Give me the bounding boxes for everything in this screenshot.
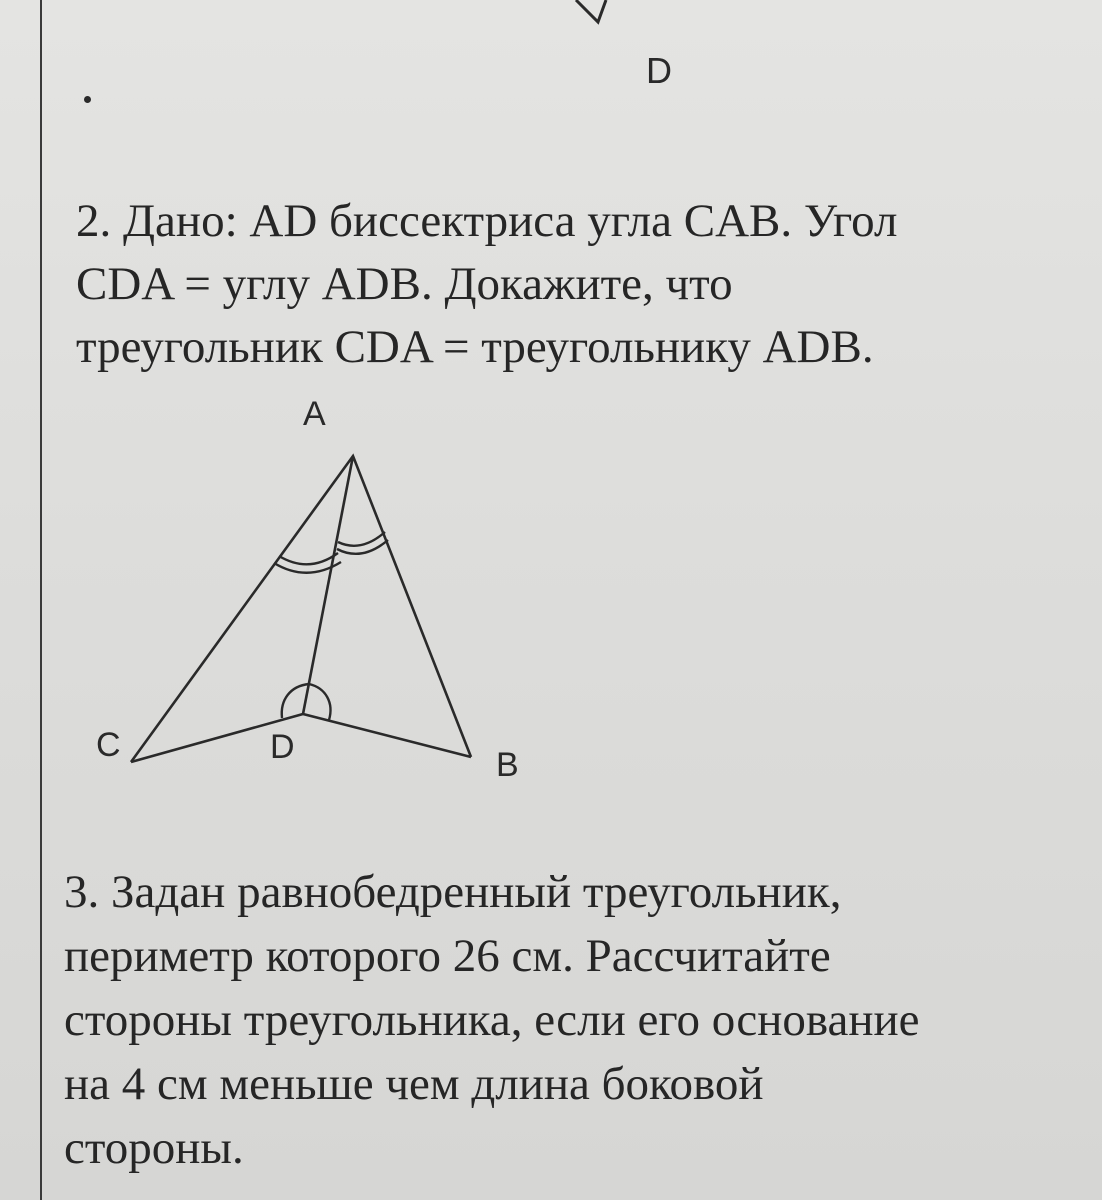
vertex-label-d: D <box>270 728 295 766</box>
vertex-label-a: A <box>303 395 326 433</box>
vertex-label-c: C <box>96 726 121 764</box>
vertex-label-b: B <box>496 746 519 784</box>
angle-arc-cad-inner <box>279 553 338 564</box>
problem-3-text: 3. Задан равнобедренный треугольник, периметр которого 26 см. Рассчитайте стороны треугольника, если его основание на 4 см меньше чем длина боковой стороны. <box>64 866 920 1174</box>
previous-figure-label-d: D <box>646 50 672 91</box>
bisector-ad <box>303 456 353 714</box>
angle-arc-adb <box>309 684 330 720</box>
problem-2-text: 2. Дано: AD биссектриса угла CAB. Угол CDA = углу ADB. Докажите, что треугольник CDA = треугольнику ADB. <box>76 195 898 373</box>
triangle-outline <box>131 456 471 762</box>
angle-arc-dab-outer <box>337 540 388 554</box>
segment-db <box>303 714 471 757</box>
angle-arc-dab-inner <box>338 532 385 546</box>
